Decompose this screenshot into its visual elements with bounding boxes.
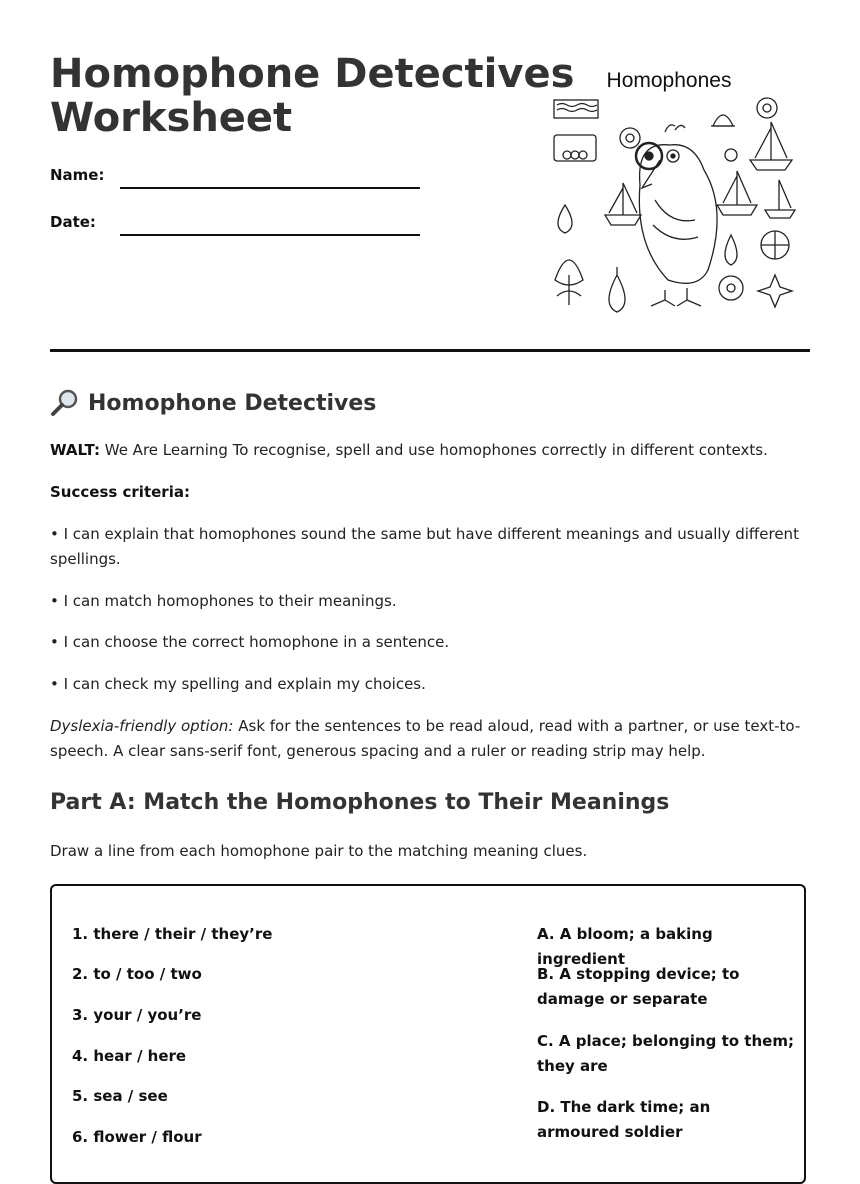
walt-text: We Are Learning To recognise, spell and use homophones correctly in different contexts. [99, 441, 768, 459]
meaning-item[interactable]: A. A bloom; a baking ingredient [537, 925, 713, 968]
worksheet-title [50, 52, 574, 140]
homophone-item[interactable]: 3. your / you’re [72, 1006, 202, 1024]
date-field[interactable] [120, 234, 420, 236]
homophone-item[interactable]: 1. there / their / they’re [72, 925, 273, 943]
meaning-item[interactable]: B. A stopping device; to damage or separate [537, 965, 740, 1008]
header-divider [50, 349, 810, 352]
dyslexia-note [50, 714, 810, 764]
dyslexia-text: Ask for the sentences to be read aloud, read with a partner, or use text-to-speech. A clear sans-serif font, generous spacing and a ruler or reading strip may help. [50, 717, 801, 760]
magnifying-glass-icon [50, 388, 80, 418]
criterion-item: • I can choose the correct homophone in a sentence. [50, 633, 450, 651]
meaning-item[interactable]: C. A place; belonging to them; they are [537, 1032, 794, 1075]
illustration-caption: Homophones [606, 69, 732, 92]
success-criteria-text: Success criteria: [50, 483, 190, 501]
part-a-heading: Part A: Match the Homophones to Their Meanings [50, 790, 670, 815]
meaning-item[interactable]: D. The dark time; an armoured soldier [537, 1098, 711, 1141]
criterion-item: • I can match homophones to their meanings. [50, 592, 397, 610]
dyslexia-label: Dyslexia-friendly option: [50, 717, 234, 735]
name-field[interactable] [120, 187, 420, 189]
matching-box [50, 884, 806, 1184]
homophone-item[interactable]: 4. hear / here [72, 1047, 187, 1065]
name-label: Name: [50, 166, 105, 184]
title-line-2: Worksheet [50, 95, 293, 141]
walt-label: WALT: [50, 441, 100, 459]
criterion-item: • I can explain that homophones sound the same but have different meanings and usually different spellings. [50, 525, 799, 568]
homophone-item[interactable]: 6. flower / flour [72, 1128, 202, 1146]
homophone-item[interactable]: 5. sea / see [72, 1087, 168, 1105]
detective-bird-homophones-icon [545, 60, 800, 315]
criterion-item: • I can check my spelling and explain my choices. [50, 675, 426, 693]
walt-paragraph [50, 438, 810, 463]
homophone-item[interactable]: 2. to / too / two [72, 965, 202, 983]
part-a-instruction: Draw a line from each homophone pair to the matching meaning clues. [50, 842, 588, 860]
date-label: Date: [50, 213, 96, 231]
section-heading-text: Homophone Detectives [88, 390, 377, 416]
success-criteria-label [50, 480, 810, 505]
section-heading [50, 388, 376, 418]
title-line-1: Homophone Detectives [50, 51, 575, 97]
